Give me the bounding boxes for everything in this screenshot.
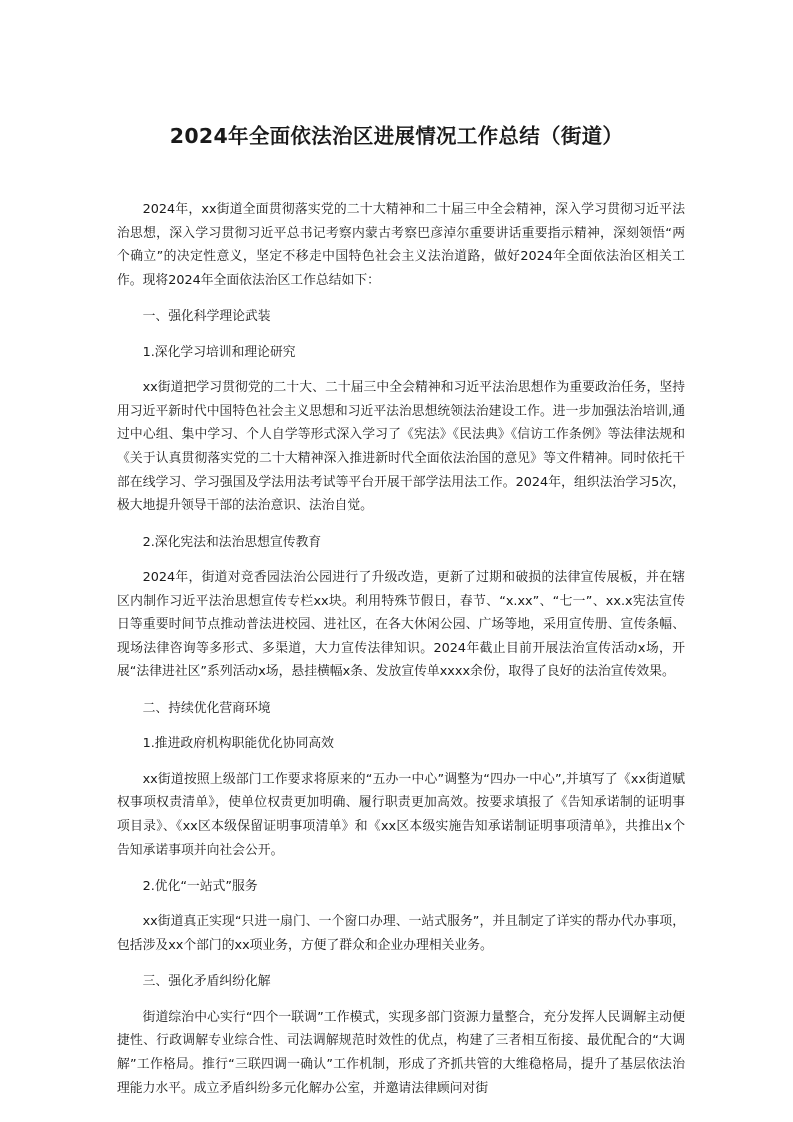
paragraph: xx街道按照上级部门工作要求将原来的“五办一中心”调整为“四办一中心”,并填写了《xx街道赋权事项权责清单》，使单位权责更加明确、履行职责更加高效。按要求填报了《告知承诺制的证明事项目录》、《xx区本级保留证明事项清单》和《xx区本级实施告知承诺制证明事项清单》，共推出x个告知承诺事项并向社会公开。 bbox=[117, 771, 685, 858]
document-body bbox=[117, 198, 685, 1113]
paragraph: 2024年，街道对竞香园法治公园进行了升级改造，更新了过期和破损的法律宣传展板，并在辖区内制作习近平法治思想宣传专栏xx块。利用特殊节假日，春节、“x.xx”、“七一”、xx.x宪法宣传日等重要时间节点推动普法进校园、进社区，在各大休闲公园、广场等地，采用宣传册、宣传条幅、现场法律咨询等多形式、多渠道，大力宣传法律知识。2024年截止目前开展法治宣传活动x场，开展“法律进社区”系列活动x场，悬挂横幅x条、发放宣传单xxxx余份，取得了良好的法治宣传效果。 bbox=[117, 569, 685, 680]
section-heading: 三、强化矛盾纠纷化解 bbox=[142, 974, 271, 990]
paragraph: 2024年，xx街道全面贯彻落实党的二十大精神和二十届三中全会精神，深入学习贯彻习近平法治思想，深入学习贯彻习近平总书记考察内蒙古考察巴彦淖尔重要讲话重要指示精神，深刻领悟“两个确立”的决定性意义，坚定不移走中国特色社会主义法治道路，做好2024年全面依法治区相关工作。现将2024年全面依法治区工作总结如下： bbox=[117, 202, 685, 288]
subsection-heading: 1.推进政府机构职能优化协同高效 bbox=[142, 736, 334, 752]
paragraph: xx街道真正实现“只进一扇门、一个窗口办理、一站式服务”，并且制定了详实的帮办代办事项，包括涉及xx个部门的xx项业务，方便了群众和企业办理相关业务。 bbox=[117, 914, 685, 953]
section-heading: 一、强化科学理论武装 bbox=[142, 309, 271, 325]
subsection-heading: 1.深化学习培训和理论研究 bbox=[142, 344, 296, 360]
subsection-heading: 2.深化宪法和法治思想宣传教育 bbox=[142, 534, 322, 550]
document-title: 2024年全面依法治区进展情况工作总结（街道） bbox=[169, 124, 624, 148]
paragraph: 街道综治中心实行“四个一联调”工作模式，实现多部门资源力量整合，充分发挥人民调解主动便捷性、行政调解专业综合性、司法调解规范时效性的优点，构建了三者相互衔接、最优配合的“大调解”工作格局。推行“三联四调一确认”工作机制，形成了齐抓共管的大维稳格局，提升了基层依法治理能力水平。成立矛盾纠纷多元化解办公室，并邀请法律顾问对街 bbox=[117, 1009, 685, 1096]
paragraph: xx街道把学习贯彻党的二十大、二十届三中全会精神和习近平法治思想作为重要政治任务，坚持用习近平新时代中国特色社会主义思想和习近平法治思想统领法治建设工作。进一步加强法治培训,通过中心组、集中学习、个人自学等形式深入学习了《宪法》《民法典》《信访工作条例》等法律法规和《关于认真贯彻落实党的二十大精神深入推进新时代全面依法治国的意见》等文件精神。同时依托干部在线学习、学习强国及学法用法考试等平台开展干部学法用法工作。2024年，组织法治学习5次，极大地提升领导干部的法治意识、法治自觉。 bbox=[117, 380, 685, 514]
subsection-heading: 2.优化“一站式”服务 bbox=[142, 878, 258, 894]
section-heading: 二、持续优化营商环境 bbox=[142, 700, 271, 716]
